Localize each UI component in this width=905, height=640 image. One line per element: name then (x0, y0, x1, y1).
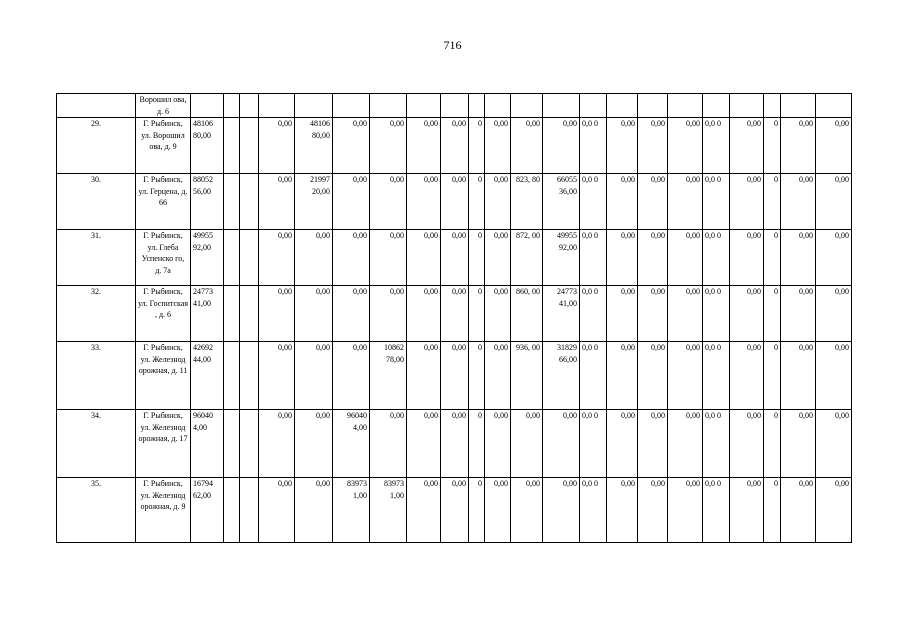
value-cell: 88052 56,00 (191, 174, 224, 230)
value-cell: 0,00 (730, 478, 764, 543)
value-cell: 0,00 (441, 342, 469, 410)
value-cell: 860, 00 (511, 286, 543, 342)
value-cell: 0,00 (781, 118, 816, 174)
table-row (57, 410, 852, 478)
value-cell: 0,00 (295, 286, 333, 342)
value-cell: 0,00 (370, 118, 407, 174)
value-cell: 66055 36,00 (543, 174, 580, 230)
value-cell: 42692 44,00 (191, 342, 224, 410)
value-cell: 0,00 (543, 478, 580, 543)
value-cell: 0,00 (259, 230, 295, 286)
value-cell: 0,00 (333, 342, 370, 410)
value-cell: 49955 92,00 (543, 230, 580, 286)
value-cell (224, 94, 240, 118)
value-cell: 0,00 (730, 342, 764, 410)
value-cell: 0 (469, 230, 485, 286)
value-cell: 936, 00 (511, 342, 543, 410)
value-cell: 0,00 (668, 286, 703, 342)
value-cell (240, 286, 259, 342)
address-cell: Г. Рыбинск, ул. Герцена, д. 66 (136, 174, 191, 230)
address-cell: Г. Рыбинск, ул. Железнод орожная, д. 11 (136, 342, 191, 410)
value-cell: 0,00 (638, 478, 668, 543)
address-cell: Ворошил ова, д. 6 (136, 94, 191, 118)
value-cell: 0,00 (607, 478, 638, 543)
value-cell (764, 94, 781, 118)
value-cell: 872, 00 (511, 230, 543, 286)
value-cell (240, 118, 259, 174)
value-cell: 0 (764, 174, 781, 230)
value-cell (224, 410, 240, 478)
value-cell (259, 94, 295, 118)
value-cell (668, 94, 703, 118)
value-cell: 0,00 (333, 118, 370, 174)
value-cell: 0,00 (485, 174, 511, 230)
table-row (57, 478, 852, 543)
value-cell: 0,00 (668, 410, 703, 478)
value-cell: 0,00 (816, 230, 852, 286)
value-cell: 0,00 (259, 174, 295, 230)
row-number-cell: 29. (57, 118, 136, 174)
value-cell: 0 (764, 478, 781, 543)
value-cell (224, 286, 240, 342)
value-cell (469, 94, 485, 118)
value-cell: 0,00 (668, 230, 703, 286)
value-cell: 0,00 (638, 342, 668, 410)
value-cell (580, 94, 607, 118)
value-cell (816, 94, 852, 118)
value-cell: 0,00 (668, 118, 703, 174)
value-cell: 0,00 (781, 342, 816, 410)
value-cell: 0,0 0 (703, 410, 730, 478)
value-cell: 0 (469, 342, 485, 410)
value-cell (781, 94, 816, 118)
value-cell: 0,0 0 (703, 342, 730, 410)
value-cell (370, 94, 407, 118)
value-cell: 0,0 0 (703, 118, 730, 174)
value-cell (224, 118, 240, 174)
value-cell (703, 94, 730, 118)
value-cell: 0,00 (295, 342, 333, 410)
value-cell: 24773 41,00 (191, 286, 224, 342)
value-cell: 0,00 (441, 478, 469, 543)
value-cell: 0,00 (607, 286, 638, 342)
value-cell: 0,00 (543, 410, 580, 478)
value-cell: 0,00 (370, 410, 407, 478)
value-cell (224, 174, 240, 230)
value-cell (224, 342, 240, 410)
value-cell: 0,00 (638, 118, 668, 174)
value-cell (240, 174, 259, 230)
value-cell: 0,00 (485, 118, 511, 174)
value-cell: 0,00 (781, 230, 816, 286)
value-cell: 48106 80,00 (295, 118, 333, 174)
address-cell: Г. Рыбинск, ул. Госпитская , д. 6 (136, 286, 191, 342)
value-cell (224, 478, 240, 543)
value-cell: 0,00 (638, 230, 668, 286)
value-cell: 0,00 (485, 342, 511, 410)
value-cell: 0,00 (668, 478, 703, 543)
table-row (57, 230, 852, 286)
value-cell: 0,00 (407, 342, 441, 410)
value-cell: 0,00 (730, 118, 764, 174)
value-cell: 0,0 0 (703, 286, 730, 342)
value-cell: 0,00 (781, 478, 816, 543)
value-cell: 0,00 (607, 174, 638, 230)
value-cell: 0,00 (781, 286, 816, 342)
value-cell: 83973 1,00 (370, 478, 407, 543)
row-number-cell: 32. (57, 286, 136, 342)
value-cell (240, 410, 259, 478)
address-cell: Г. Рыбинск, ул. Железнод орожная, д. 9 (136, 478, 191, 543)
value-cell: 0,0 0 (703, 230, 730, 286)
value-cell: 0 (764, 286, 781, 342)
value-cell: 96040 4,00 (191, 410, 224, 478)
value-cell: 0,00 (441, 118, 469, 174)
table-row (57, 174, 852, 230)
value-cell: 0,00 (607, 230, 638, 286)
row-number-cell: 30. (57, 174, 136, 230)
value-cell: 10862 78,00 (370, 342, 407, 410)
value-cell: 49955 92,00 (191, 230, 224, 286)
page-number: 716 (443, 38, 462, 52)
data-table (56, 93, 852, 543)
value-cell: 24773 41,00 (543, 286, 580, 342)
value-cell: 0 (764, 410, 781, 478)
value-cell: 48106 80,00 (191, 118, 224, 174)
value-cell (638, 94, 668, 118)
value-cell: 0,00 (441, 174, 469, 230)
value-cell: 0,00 (441, 230, 469, 286)
value-cell: 0,00 (607, 342, 638, 410)
address-cell: Г. Рыбинск, ул. Глеба Успенско го, д. 7а (136, 230, 191, 286)
value-cell: 0,0 0 (580, 478, 607, 543)
row-number-cell: 35. (57, 478, 136, 543)
row-number-cell: 34. (57, 410, 136, 478)
value-cell (543, 94, 580, 118)
value-cell: 0,00 (333, 230, 370, 286)
value-cell: 0,00 (295, 410, 333, 478)
value-cell: 0,00 (543, 118, 580, 174)
table-row (57, 286, 852, 342)
value-cell: 0,00 (668, 342, 703, 410)
value-cell: 0,0 0 (703, 174, 730, 230)
value-cell: 0,00 (441, 286, 469, 342)
value-cell: 0,00 (511, 410, 543, 478)
value-cell: 0,00 (638, 286, 668, 342)
row-number-cell (57, 94, 136, 118)
value-cell: 16794 62,00 (191, 478, 224, 543)
value-cell: 0,00 (607, 118, 638, 174)
value-cell: 0,00 (485, 230, 511, 286)
value-cell: 0,0 0 (580, 342, 607, 410)
value-cell: 0,00 (816, 286, 852, 342)
value-cell (511, 94, 543, 118)
value-cell: 0,00 (407, 118, 441, 174)
value-cell: 0,00 (485, 410, 511, 478)
value-cell: 0 (469, 118, 485, 174)
value-cell (191, 94, 224, 118)
value-cell: 0,0 0 (580, 410, 607, 478)
value-cell: 0,00 (816, 174, 852, 230)
value-cell: 0,00 (638, 410, 668, 478)
row-number-cell: 31. (57, 230, 136, 286)
value-cell: 96040 4,00 (333, 410, 370, 478)
value-cell (240, 94, 259, 118)
value-cell: 0 (764, 118, 781, 174)
value-cell (240, 342, 259, 410)
value-cell (240, 478, 259, 543)
value-cell (407, 94, 441, 118)
value-cell: 0 (764, 230, 781, 286)
value-cell: 0,0 0 (580, 174, 607, 230)
value-cell: 0,00 (407, 410, 441, 478)
value-cell (333, 94, 370, 118)
address-cell: Г. Рыбинск, ул. Железнод орожная, д. 17 (136, 410, 191, 478)
value-cell (224, 230, 240, 286)
value-cell: 0,00 (333, 286, 370, 342)
value-cell: 0,00 (816, 478, 852, 543)
value-cell: 0,00 (816, 342, 852, 410)
value-cell: 0,00 (295, 230, 333, 286)
value-cell: 0,00 (511, 478, 543, 543)
value-cell: 0 (764, 342, 781, 410)
address-cell: Г. Рыбинск, ул. Ворошил ова, д. 9 (136, 118, 191, 174)
value-cell: 0,00 (407, 230, 441, 286)
value-cell: 0,00 (370, 174, 407, 230)
row-number-cell: 33. (57, 342, 136, 410)
value-cell (607, 94, 638, 118)
value-cell: 0,0 0 (580, 118, 607, 174)
value-cell (730, 94, 764, 118)
value-cell: 0,0 0 (580, 286, 607, 342)
value-cell: 0,00 (781, 410, 816, 478)
value-cell (441, 94, 469, 118)
value-cell: 0 (469, 174, 485, 230)
value-cell: 0,00 (370, 286, 407, 342)
value-cell: 0,00 (407, 174, 441, 230)
table-row (57, 342, 852, 410)
value-cell (485, 94, 511, 118)
value-cell: 0,00 (485, 286, 511, 342)
value-cell: 0,00 (407, 478, 441, 543)
value-cell: 0,00 (730, 230, 764, 286)
table-row (57, 118, 852, 174)
table-row (57, 94, 852, 118)
value-cell: 0,00 (816, 118, 852, 174)
value-cell: 21997 20,00 (295, 174, 333, 230)
value-cell (295, 94, 333, 118)
value-cell: 0,00 (607, 410, 638, 478)
value-cell: 0,0 0 (580, 230, 607, 286)
value-cell: 0,00 (333, 174, 370, 230)
value-cell: 0,00 (259, 342, 295, 410)
value-cell: 823, 80 (511, 174, 543, 230)
value-cell: 0,00 (259, 410, 295, 478)
value-cell: 0,00 (668, 174, 703, 230)
value-cell: 0,00 (511, 118, 543, 174)
value-cell: 0,0 0 (703, 478, 730, 543)
value-cell: 0,00 (259, 286, 295, 342)
value-cell: 83973 1,00 (333, 478, 370, 543)
value-cell: 0 (469, 286, 485, 342)
value-cell: 31829 66,00 (543, 342, 580, 410)
value-cell: 0,00 (781, 174, 816, 230)
value-cell: 0 (469, 410, 485, 478)
value-cell: 0,00 (730, 174, 764, 230)
value-cell (240, 230, 259, 286)
value-cell: 0,00 (407, 286, 441, 342)
value-cell: 0,00 (259, 478, 295, 543)
value-cell: 0,00 (730, 410, 764, 478)
value-cell: 0,00 (816, 410, 852, 478)
value-cell: 0,00 (485, 478, 511, 543)
value-cell: 0,00 (730, 286, 764, 342)
value-cell: 0,00 (295, 478, 333, 543)
value-cell: 0,00 (259, 118, 295, 174)
value-cell: 0 (469, 478, 485, 543)
value-cell: 0,00 (370, 230, 407, 286)
value-cell: 0,00 (441, 410, 469, 478)
value-cell: 0,00 (638, 174, 668, 230)
